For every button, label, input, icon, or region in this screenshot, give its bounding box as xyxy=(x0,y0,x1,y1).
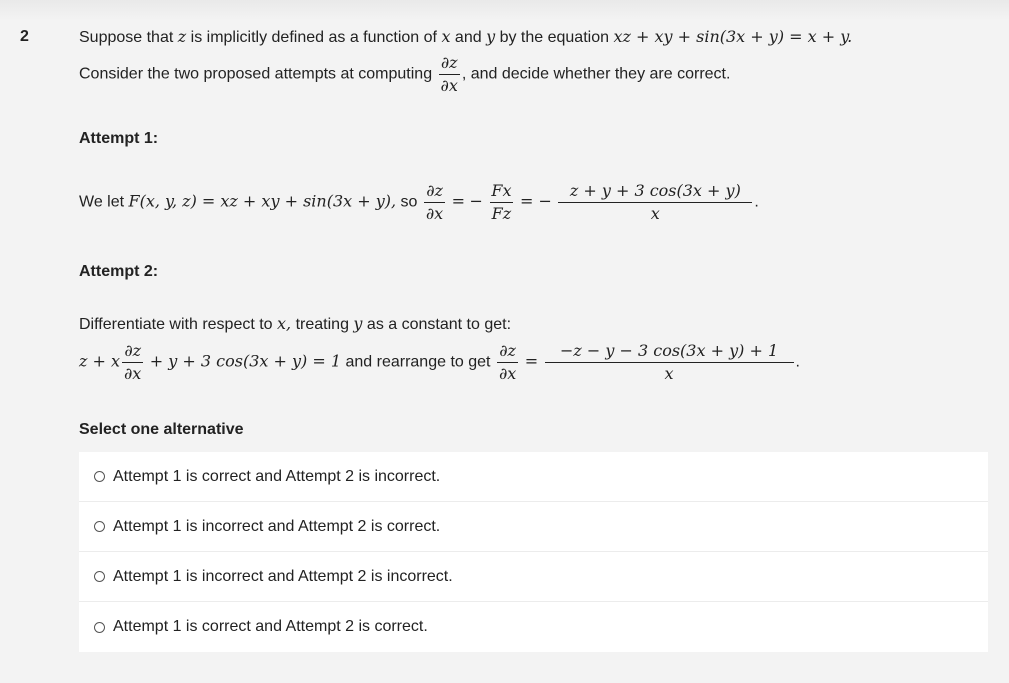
dz-dx-fraction-2 xyxy=(497,340,518,385)
attempt2-line1 xyxy=(79,314,511,334)
attempt2-heading: Attempt 2: xyxy=(79,263,159,280)
question-consider xyxy=(79,52,730,97)
attempt2-result-fraction xyxy=(545,340,794,385)
equals-sign: = xyxy=(451,191,466,211)
fraction-numerator: z + y + 3 cos(3x + y) xyxy=(569,181,741,200)
fraction-numerator: ∂z xyxy=(124,341,142,360)
Fx-over-Fz-fraction xyxy=(489,180,513,225)
fraction-denominator: ∂x xyxy=(425,204,444,223)
attempt1-heading: Attempt 1: xyxy=(79,130,159,147)
option-1[interactable] xyxy=(79,452,988,502)
implicit-equation: xz + xy + sin(3x + y) = x + y. xyxy=(613,27,853,46)
period: . xyxy=(754,193,759,211)
consider-text: Consider the two proposed attempts at computing xyxy=(79,65,433,83)
fraction-denominator: Fz xyxy=(491,204,512,223)
fraction-numerator: ∂z xyxy=(426,181,443,200)
fraction-denominator: x xyxy=(558,202,752,225)
and-text: and xyxy=(454,29,482,46)
question-number: 2 xyxy=(20,28,29,45)
equals-sign: = xyxy=(524,351,539,371)
fraction-denominator: ∂x xyxy=(124,364,142,383)
attempt1-result-fraction xyxy=(558,180,752,225)
fraction-denominator: ∂x xyxy=(440,76,458,95)
option-2[interactable] xyxy=(79,502,988,552)
fraction-numerator: −z − y − 3 cos(3x + y) + 1 xyxy=(559,341,779,360)
dz-dx-fraction xyxy=(122,340,143,385)
var-x: x, xyxy=(277,314,292,333)
option-4[interactable] xyxy=(79,602,988,652)
var-z: z xyxy=(177,27,187,46)
radio-icon[interactable] xyxy=(94,521,105,532)
var-y: y xyxy=(486,27,496,46)
we-let-text: We let xyxy=(79,193,125,211)
var-y: y xyxy=(353,314,363,333)
equals-minus: = − xyxy=(519,191,552,211)
intro-text-c: by the equation xyxy=(499,29,609,46)
radio-icon[interactable] xyxy=(94,571,105,582)
option-label: Attempt 1 is correct and Attempt 2 is incorrect. xyxy=(113,467,441,485)
question-intro xyxy=(79,27,852,47)
intro-text: Suppose that xyxy=(79,29,174,46)
consider-text-b: , and decide whether they are correct. xyxy=(461,65,731,83)
option-3[interactable] xyxy=(79,552,988,602)
minus-sign: − xyxy=(469,191,483,211)
intro-text-b: is implicitly defined as a function of xyxy=(190,29,437,46)
var-x: x xyxy=(441,27,451,46)
partial-derivative-fraction xyxy=(439,52,460,97)
fraction-numerator: ∂z xyxy=(440,53,458,72)
attempt1-body xyxy=(79,180,759,225)
radio-icon[interactable] xyxy=(94,622,105,633)
period: . xyxy=(795,353,800,371)
attempt2-line2 xyxy=(79,340,800,385)
select-label: Select one alternative xyxy=(79,421,244,438)
option-label: Attempt 1 is incorrect and Attempt 2 is incorrect. xyxy=(113,567,453,585)
fraction-denominator: ∂x xyxy=(498,364,517,383)
fraction-denominator: x xyxy=(545,362,794,385)
option-label: Attempt 1 is incorrect and Attempt 2 is correct. xyxy=(113,517,441,535)
lhs-part-b: + y + 3 cos(3x + y) = 1 xyxy=(149,351,342,371)
F-definition: F(x, y, z) = xz + xy + sin(3x + y), xyxy=(128,191,397,211)
rearrange-text: and rearrange to get xyxy=(345,353,491,371)
option-label: Attempt 1 is correct and Attempt 2 is correct. xyxy=(113,618,428,635)
treating-text: treating xyxy=(295,316,349,333)
so-text: so xyxy=(400,193,418,211)
dz-dx-fraction xyxy=(424,180,445,225)
constant-text: as a constant to get: xyxy=(366,316,512,333)
lhs-part-a: z + x xyxy=(79,351,121,371)
fraction-numerator: ∂z xyxy=(499,341,516,360)
differentiate-text: Differentiate with respect to xyxy=(79,316,273,333)
radio-icon[interactable] xyxy=(94,471,105,482)
fraction-numerator: Fx xyxy=(491,181,512,200)
answer-options xyxy=(79,452,988,652)
